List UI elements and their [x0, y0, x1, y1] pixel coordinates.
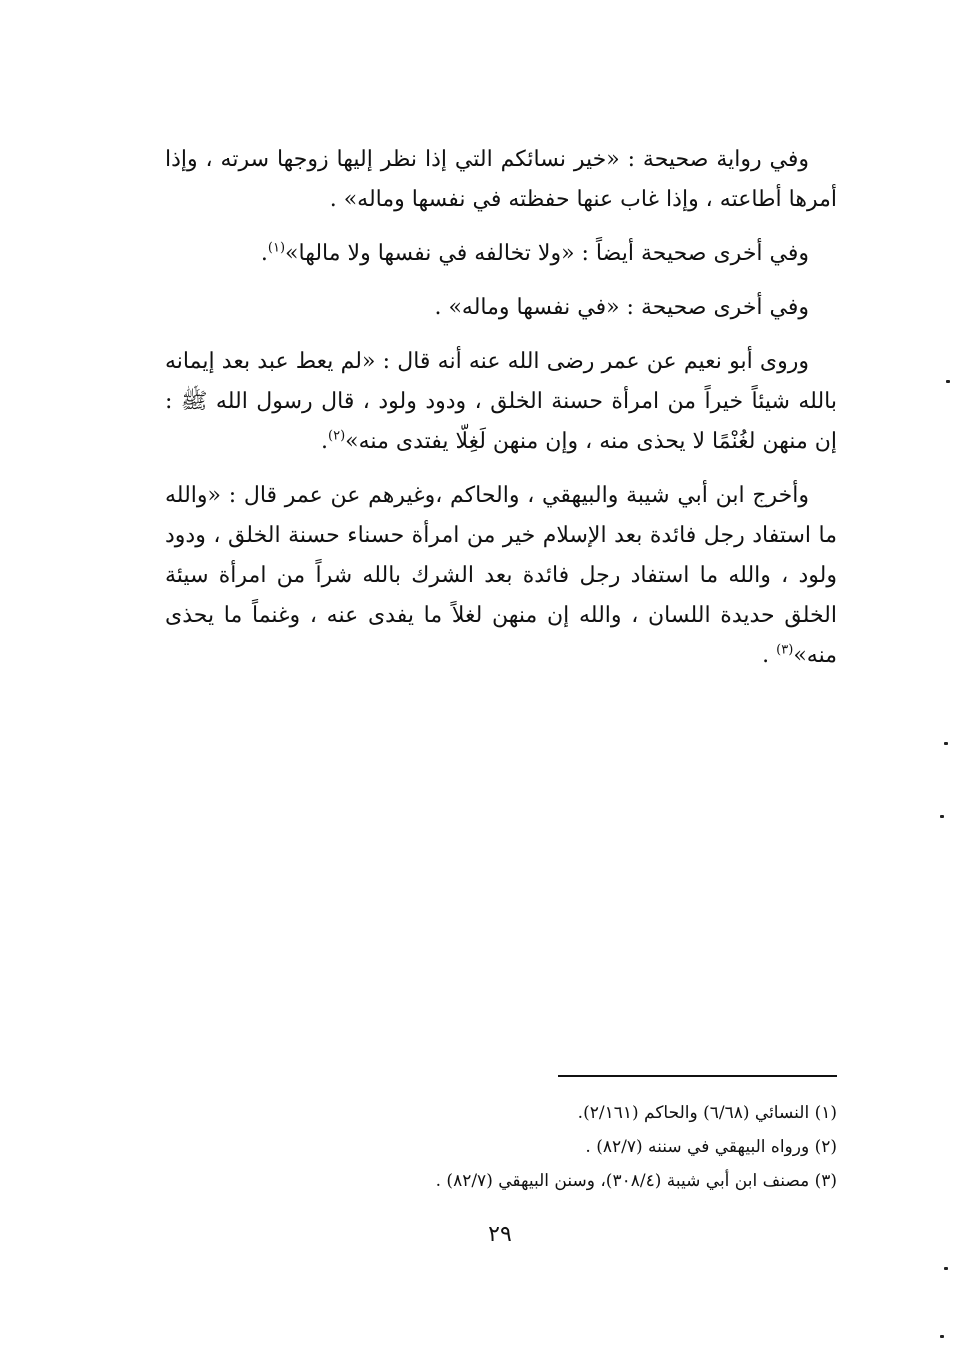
- scan-speck: [944, 1267, 948, 1270]
- paragraph-4-text: وروى أبو نعيم عن عمر رضى الله عنه أنه قال : «لم يعط عبد بعد إيمانه بالله شيئاً خيراً من امرأة حسنة الخلق ، ودود ولود ، قال رسول الله ﷺ : إن منهن لغُنْمًا لا يحذى منه ، وإن منهن لَغِلّا يفتدى منه»: [165, 349, 837, 454]
- scan-speck: [946, 380, 950, 383]
- paragraph-2-text: وفي أخرى صحيحة أيضاً : «ولا تخالفه في نفسها ولا مالها»: [285, 241, 809, 266]
- footnote-2: (٢) ورواه البيهقي في سننه (٨٢/٧) .: [585, 1137, 837, 1157]
- scan-speck: [940, 815, 944, 818]
- paragraph-5: [165, 476, 837, 676]
- footnote-ref-2: (٢): [328, 428, 346, 444]
- paragraph-2: [165, 234, 837, 274]
- scan-speck: [944, 742, 948, 745]
- footnotes: [300, 1096, 837, 1198]
- paragraph-3: [165, 288, 837, 328]
- footnote-divider: [558, 1075, 837, 1077]
- footnote-3: (٣) مصنف ابن أبي شيبة (٣٠٨/٤)، وسنن البيهقي (٨٢/٧) .: [435, 1171, 837, 1191]
- paragraph-2-end: .: [260, 241, 268, 266]
- paragraph-1-text: وفي رواية صحيحة : «خير نسائكم التي إذا نظر إليها زوجها سرته ، وإذا أمرها أطاعته ، وإذا غاب عنها حفظته في نفسها وماله» .: [165, 147, 837, 212]
- paragraph-1: [165, 140, 837, 220]
- paragraph-4: [165, 342, 837, 462]
- paragraph-5-text: وأخرج ابن أبي شيبة والبيهقي ، والحاكم ،وغيرهم عن عمر قال : «والله ما استفاد رجل فائدة بعد الإسلام خير من امرأة حسناء حسنة الخلق ، ودود ولود ، والله ما استفاد رجل فائدة بعد الشرك بالله شراً من امرأة سيئة الخلق حديدة اللسان ، والله إن منهن لغلاً ما يفدى عنه ، وغنماً ما يحذى منه»: [165, 483, 837, 668]
- page-number: ٢٩: [488, 1222, 512, 1247]
- scan-speck: [940, 1335, 944, 1338]
- footnote-1: (١) النسائي (٦/٦٨) والحاكم (٢/١٦١).: [577, 1103, 837, 1123]
- paragraph-3-text: وفي أخرى صحيحة : «في نفسها وماله» .: [434, 295, 809, 320]
- paragraph-4-end: .: [321, 429, 329, 454]
- footnote-ref-3: (٣): [776, 642, 794, 658]
- main-text: [165, 140, 837, 690]
- paragraph-5-end: .: [762, 643, 777, 668]
- footnote-ref-1: (١): [267, 240, 286, 256]
